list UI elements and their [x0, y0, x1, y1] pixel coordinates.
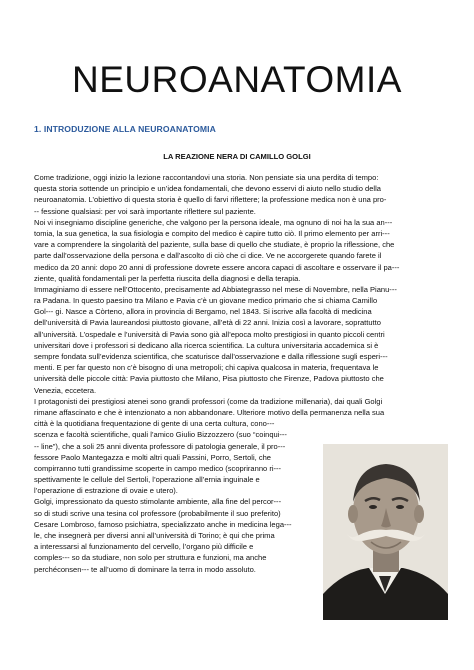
text-line: dell’università di Pavia laureandosi piuttosto giovane, all’età di 22 anni. Inizia così a lavorare, soprattutto	[34, 318, 381, 328]
text-line: vare a comprendere la singolarità del paziente, sulla base di quello che studiate, è proprio la riflessione, che	[34, 240, 395, 250]
text-line: le, che insegnerà per diversi anni all’università di Torino; è qui che prima	[34, 531, 275, 540]
text-line: a interessarsi al funzionamento del cervello, l’organo più difficile e	[34, 542, 254, 552]
text-line: medico da 20 anni: dopo 20 anni di professione dovrete essere ancora capaci di ascoltare e osservare il pa---	[34, 262, 400, 272]
text-line: all’università. L’ospedale e l’università di Pavia sono già all’epoca molto prestigiosi in quanto piccoli centri	[34, 329, 385, 339]
text-line: Gol--- gi. Nasce a Còrteno, allora in provincia di Bergamo, nel 1843. Si iscrive alla facoltà di medicina	[34, 307, 372, 317]
text-line: ziente, qualità fondamentali per la perfetta riuscita della diagnosi e della terapia.	[34, 273, 301, 283]
text-line: perchéconsen--- te all’uomo di dominare la terra in modo assoluto.	[34, 564, 256, 574]
text-line: Immaginiamo di essere nell’Ottocento, precisamente ad Abbiategrasso nel mese di Novembre, nella Pianu---	[34, 284, 397, 294]
text-line: Golgi, impressionato da questo stimolante ambiente, alla fine del percor---	[34, 497, 282, 507]
text-line: -- line”), che a soli 25 anni diventa professore di patologia generale, il pro---	[34, 441, 286, 451]
text-line: università delle piccole città: Pavia piuttosto che Milano, Pisa piuttosto che Firenze, Padova piuttosto che	[34, 374, 384, 384]
text-line: so di studi scrive una tesina col professore (probabilmente il suo preferito)	[34, 508, 281, 518]
document-title: NEUROANATOMIA	[72, 59, 402, 100]
section-heading: 1. INTRODUZIONE ALLA NEUROANATOMIA	[34, 124, 216, 134]
text-line: fessore Paolo Mantegazza e molti altri quali Passini, Porro, Sertoli, che	[34, 452, 272, 462]
text-line: universitari dove i professori si dedicano alla ricerca scientifica. La cultura universitaria accademica si è	[34, 340, 379, 350]
text-line: città è la quotidiana frequentazione di gente di una certa cultura, cono---	[34, 419, 275, 429]
text-line: Cesare Lombroso, famoso psichiatra, specializzato anche in medicina lega---	[34, 519, 292, 529]
text-line: ra Padana. In questo paesino tra Milano e Pavia c’è un giovane medico primario che si chiama Camillo	[34, 296, 378, 306]
text-line: I protagonisti dei prestigiosi atenei sono grandi professori (come da tradizione millenaria), dai quali Golgi	[34, 396, 383, 406]
text-line: Noi vi insegniamo discipline generiche, che valgono per la persona ideale, ma ognuno di noi ha la sua an---	[34, 217, 393, 227]
section-subtitle: LA REAZIONE NERA DI CAMILLO GOLGI	[163, 152, 311, 161]
text-line: l’operazione di estrazione di ovaie e utero).	[34, 486, 178, 496]
text-line: compirranno tutti grandissime scoperte in campo medico (scopriranno ri---	[34, 463, 282, 473]
text-line: -- fessione qualsiasi: per voi sarà importante riflettere sul paziente.	[34, 206, 256, 216]
text-line: tomia, la sua genetica, la sua fisiologia e compito del medico è capire tutto ciò. Il primo elemento per arri---	[34, 228, 390, 238]
text-line: parte dall’osservazione della persona e dall’ascolto di ciò che ci dice. Ve ne accorgerete quando farete il	[34, 251, 382, 261]
text-line: neuroanatomia. L’obiettivo di questa storia è quello di farvi riflettere; la professione medica non è una pro-	[34, 195, 387, 205]
portrait-photo	[323, 444, 448, 620]
text-line: questa storia sottende un principio e un’idea fondamentali, che devono esservi di aiuto nello studio della	[34, 184, 381, 194]
text-line: Come tradizione, oggi inizio la lezione raccontandovi una storia. Non pensiate sia una perdita di tempo:	[34, 173, 379, 182]
text-line: scenza e facoltà scientifiche, quali l’amico Giulio Bizzozzero (suo “coinqui---	[34, 430, 287, 440]
text-line: spettivamente le cellule del Sertoli, l’operazione all’ernia inguinale e	[34, 475, 260, 485]
text-line: comples--- so da studiare, non solo per struttura e funzioni, ma anche	[34, 553, 267, 563]
text-line: Venezia, eccetera.	[34, 385, 97, 395]
text-line: menti. E per far questo non c’è bisogno di una metropoli; chi capiva qualcosa in materia, frequentava le	[34, 363, 379, 373]
text-line: sempre fondata sull’evidenza scientifica, che scaturisce dall’osservazione e dalla riflessione sugli esperi---	[34, 352, 388, 361]
text-line: rimane affascinato e che è intenzionato a non abbandonare. Ulteriore motivo della permanenza nella sua	[34, 407, 385, 417]
